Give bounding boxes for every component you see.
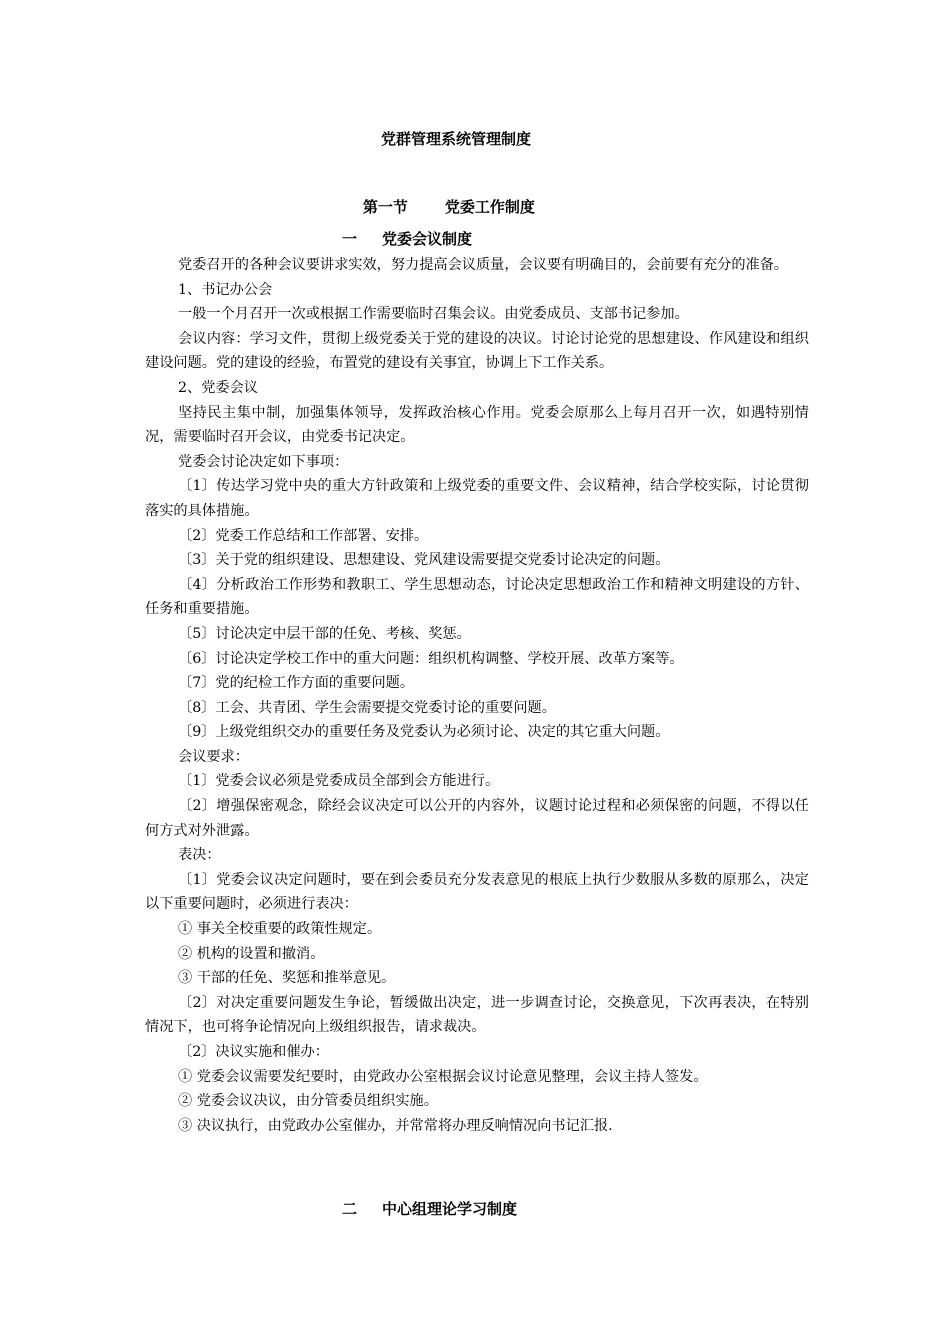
subsection-heading-1 bbox=[342, 228, 472, 249]
paragraph: 〔9〕上级党组织交办的重要任务及党委认为必须讨论、决定的其它重大问题。 bbox=[178, 724, 670, 741]
subsection-name: 党委会议制度 bbox=[382, 230, 473, 248]
paragraph: 1、书记办公会 bbox=[178, 281, 273, 298]
paragraph: 会议要求： bbox=[178, 748, 249, 765]
paragraph: 〔5〕讨论决定中层干部的任免、考核、奖惩。 bbox=[178, 625, 471, 642]
paragraph: 〔8〕工会、共青团、学生会需要提交党委讨论的重要问题。 bbox=[178, 699, 556, 716]
paragraph: 〔3〕关于党的组织建设、思想建设、党风建设需要提交党委讨论决定的问题。 bbox=[178, 552, 670, 569]
paragraph: 〔4〕分析政治工作形势和教职工、学生思想动态，讨论决定思想政治工作和精神文明建设的方针、任务和重要措施。 bbox=[145, 576, 809, 618]
subsection-name: 中心组理论学习制度 bbox=[382, 1200, 518, 1218]
document-title: 党群管理系统管理制度 bbox=[380, 130, 531, 148]
subsection-number: 一 bbox=[342, 230, 358, 248]
subsection-heading-2 bbox=[342, 1198, 517, 1219]
paragraph: 〔2〕决议实施和催办： bbox=[178, 1044, 329, 1060]
paragraph: ① 事关全校重要的政策性规定。 bbox=[178, 921, 382, 938]
paragraph: 党委会讨论决定如下事项： bbox=[178, 453, 349, 470]
paragraph: 坚持民主集中制，加强集体领导，发挥政治核心作用。党委会原那么上每月召开一次，如遇特别情况，需要临时召开会议，由党委书记决定。 bbox=[145, 404, 809, 446]
section-name: 党委工作制度 bbox=[444, 198, 535, 216]
paragraph: 〔1〕党委会议必须是党委成员全部到会方能进行。 bbox=[178, 773, 500, 790]
paragraph: 一般一个月召开一次或根据工作需要临时召集会议。由党委成员、支部书记参加。 bbox=[178, 306, 689, 323]
paragraph: 〔7〕党的纪检工作方面的重要问题。 bbox=[178, 675, 415, 692]
paragraph: 〔2〕党委工作总结和工作部署、安排。 bbox=[178, 527, 429, 544]
paragraph: ② 机构的设置和撤消。 bbox=[178, 945, 325, 962]
paragraph: ② 党委会议决议，由分管委员组织实施。 bbox=[178, 1093, 438, 1110]
paragraph: 〔2〕对决定重要问题发生争论，暂缓做出决定，进一步调查讨论，交换意见，下次再表决，在特别情况下，也可将争论情况向上级组织报告，请求裁决。 bbox=[145, 994, 809, 1036]
paragraph: 会议内容：学习文件，贯彻上级党委关于党的建设的决议。讨论讨论党的思想建设、作风建设和组织建设问题。党的建设的经验，布置党的建设有关事宜，协调上下工作关系。 bbox=[145, 330, 809, 372]
paragraph: ③ 干部的任免、奖惩和推举意见。 bbox=[178, 970, 396, 987]
paragraph: 2、党委会议 bbox=[178, 379, 258, 396]
paragraph: ③ 决议执行，由党政办公室催办，并常常将办理反响情况向书记汇报. bbox=[178, 1117, 613, 1134]
section-number: 第一节 bbox=[362, 198, 408, 216]
paragraph: ① 党委会议需要发纪要时，由党政办公室根据会议讨论意见整理，会议主持人签发。 bbox=[178, 1068, 708, 1085]
paragraph: 〔1〕党委会议决定问题时，要在到会委员充分发表意见的根底上执行少数服从多数的原那么，决定以下重要问题时，必须进行表决： bbox=[145, 871, 809, 913]
paragraph: 〔2〕增强保密观念，除经会议决定可以公开的内容外，议题讨论过程和必须保密的问题，不得以任何方式对外泄露。 bbox=[145, 798, 809, 839]
paragraph: 表决： bbox=[178, 847, 221, 864]
subsection-number: 二 bbox=[342, 1200, 358, 1218]
paragraph: 〔1〕传达学习党中央的重大方针政策和上级党委的重要文件、会议精神，结合学校实际，讨论贯彻落实的具体措施。 bbox=[145, 478, 809, 519]
paragraph: 党委召开的各种会议要讲求实效，努力提高会议质量，会议要有明确目的，会前要有充分的准备。 bbox=[178, 257, 789, 273]
paragraph: 〔6〕讨论决定学校工作中的重大问题：组织机构调整、学校开展、改革方案等。 bbox=[178, 650, 684, 667]
body-text bbox=[145, 253, 809, 1138]
section-heading bbox=[342, 178, 535, 235]
